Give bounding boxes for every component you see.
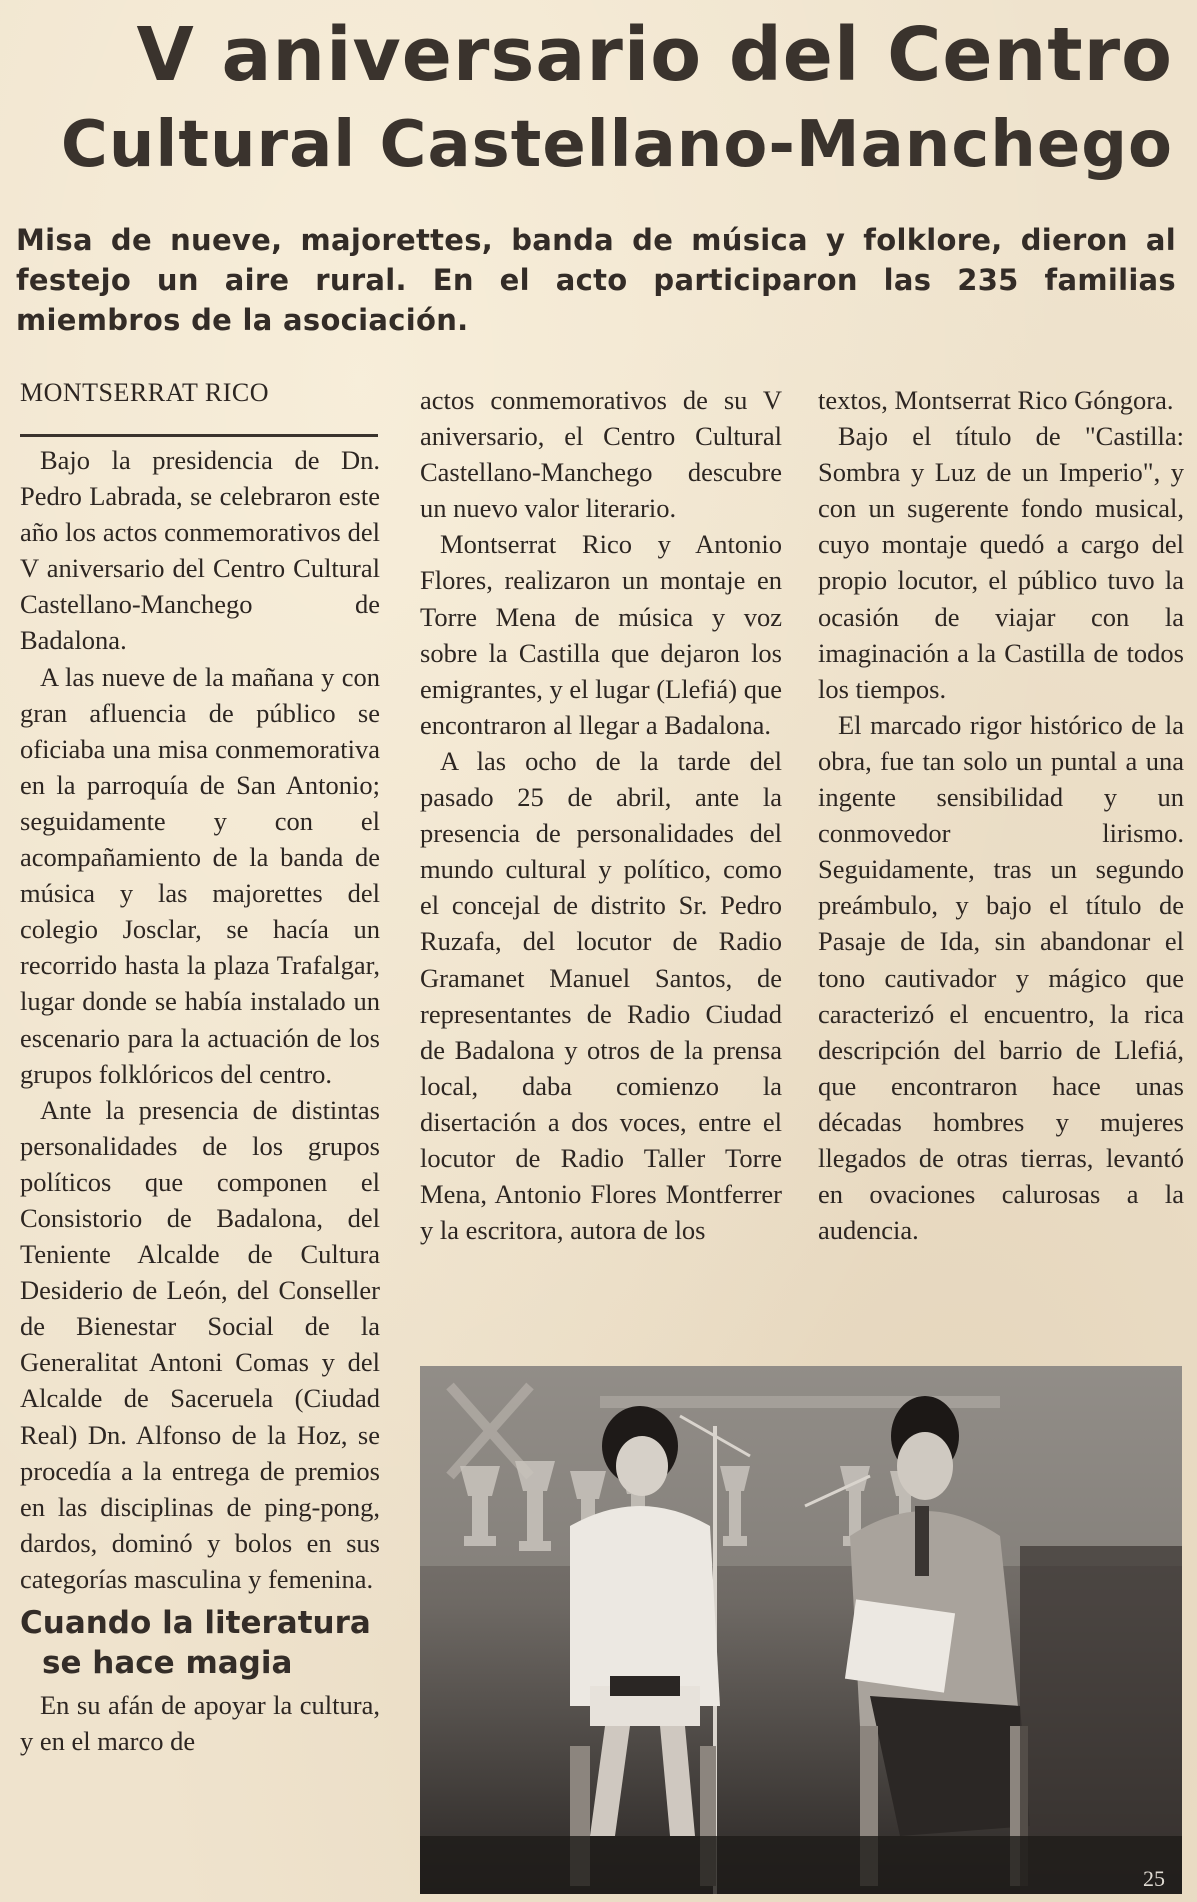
subheadline: Misa de nueve, majorettes, banda de música y folklore, dieron al festejo un aire rural. En el acto participaron las 235 familias miembros de la asociación. bbox=[16, 223, 1176, 337]
col1-paragraph-1: Bajo la presidencia de Dn. Pedro Labrada, se celebraron este año los actos conmemorativos del V aniversario del Centro Cultural Castellano-Manchego de Badalona. bbox=[20, 445, 380, 656]
subtitle-line2: se hace magia bbox=[42, 1645, 293, 1681]
col1-paragraph-4: En su afán de apoyar la cultura, y en el marco de bbox=[20, 1690, 380, 1757]
photo-illustration bbox=[420, 1366, 1182, 1894]
event-photo bbox=[420, 1366, 1182, 1894]
column-1 bbox=[20, 442, 380, 1759]
col1-paragraph-3: Ante la presencia de distintas personalidades de los grupos políticos que componen el Consistorio de Badalona, del Teniente Alcalde de Cultura Desiderio de León, del Conseller de Bienestar Social de la Generalitat Antoni Comas y del Alcalde de Saceruela (Ciudad Real) Dn. Alfonso de la Hoz, se procedía a la entrega de premios en las disciplinas de ping-pong, dardos, dominó y bolos en sus categorías masculina y femenina. bbox=[20, 1094, 380, 1594]
col3-paragraph-3: El marcado rigor histórico de la obra, fue tan solo un puntal a una ingente sensibilidad y un conmovedor lirismo. Seguidamente, tras un segundo preámbulo, y bajo el título de Pasaje de Ida, sin abandonar el tono cautivador y mágico que caracterizó el encuentro, la rica descripción del barrio de Llefiá, que encontraron hace unas décadas hombres y mujeres llegados de otras tierras, levantó en ovaciones calurosas a la audencia. bbox=[818, 709, 1184, 1246]
column-2 bbox=[420, 382, 782, 1248]
headline-line2: Cultural Castellano-Manchego bbox=[60, 108, 1173, 182]
col2-paragraph-3: A las ocho de la tarde del pasado 25 de abril, ante la presencia de personalidades del mundo cultural y político, como el concejal de distrito Sr. Pedro Ruzafa, del locutor de Radio Gramanet Manuel Santos, de representantes de Radio Ciudad de Badalona y otros de la prensa local, daba comienzo la disertación a dos voces, entre el locutor de Radio Taller Torre Mena, Antonio Flores Montferrer y la escritora, autora de los bbox=[420, 745, 782, 1246]
headline-line1: V aniversario del Centro bbox=[136, 12, 1173, 98]
subtitle-line1: Cuando la literatura bbox=[20, 1605, 371, 1641]
stage-floor bbox=[420, 1836, 1182, 1894]
col2-paragraph-1: actos conmemorativos de su V aniversario, el Centro Cultural Castellano-Manchego descubre un nuevo valor literario. bbox=[420, 385, 782, 524]
section-subtitle bbox=[20, 1603, 380, 1683]
byline-rule bbox=[20, 434, 378, 437]
col3-paragraph-2: Bajo el título de "Castilla: Sombra y Luz de un Imperio", y con un sugerente fondo musical, cuyo montaje quedó a cargo del propio locutor, el público tuvo la ocasión de viajar con la imaginación a la Castilla de todos los tiempos. bbox=[818, 421, 1184, 704]
col2-paragraph-2: Montserrat Rico y Antonio Flores, realizaron un montaje en Torre Mena de música y voz sobre la Castilla que dejaron los emigrantes, y el lugar (Llefiá) que encontraron al llegar a Badalona. bbox=[420, 529, 783, 740]
byline: MONTSERRAT RICO bbox=[20, 378, 270, 407]
column-3 bbox=[818, 382, 1184, 1248]
col1-paragraph-2: A las nueve de la mañana y con gran afluencia de público se oficiaba una misa conmemorativa en la parroquía de San Antonio; seguidamente y con el acompañamiento de la banda de música y las majorettes del colegio Josclar, se hacía un recorrido hasta la plaza Trafalgar, lugar donde se había instalado un escenario para la actuación de los grupos folklóricos del centro. bbox=[20, 661, 380, 1089]
col3-paragraph-1: textos, Montserrat Rico Góngora. bbox=[818, 385, 1174, 415]
photo-page-number: 25 bbox=[1143, 1866, 1165, 1891]
